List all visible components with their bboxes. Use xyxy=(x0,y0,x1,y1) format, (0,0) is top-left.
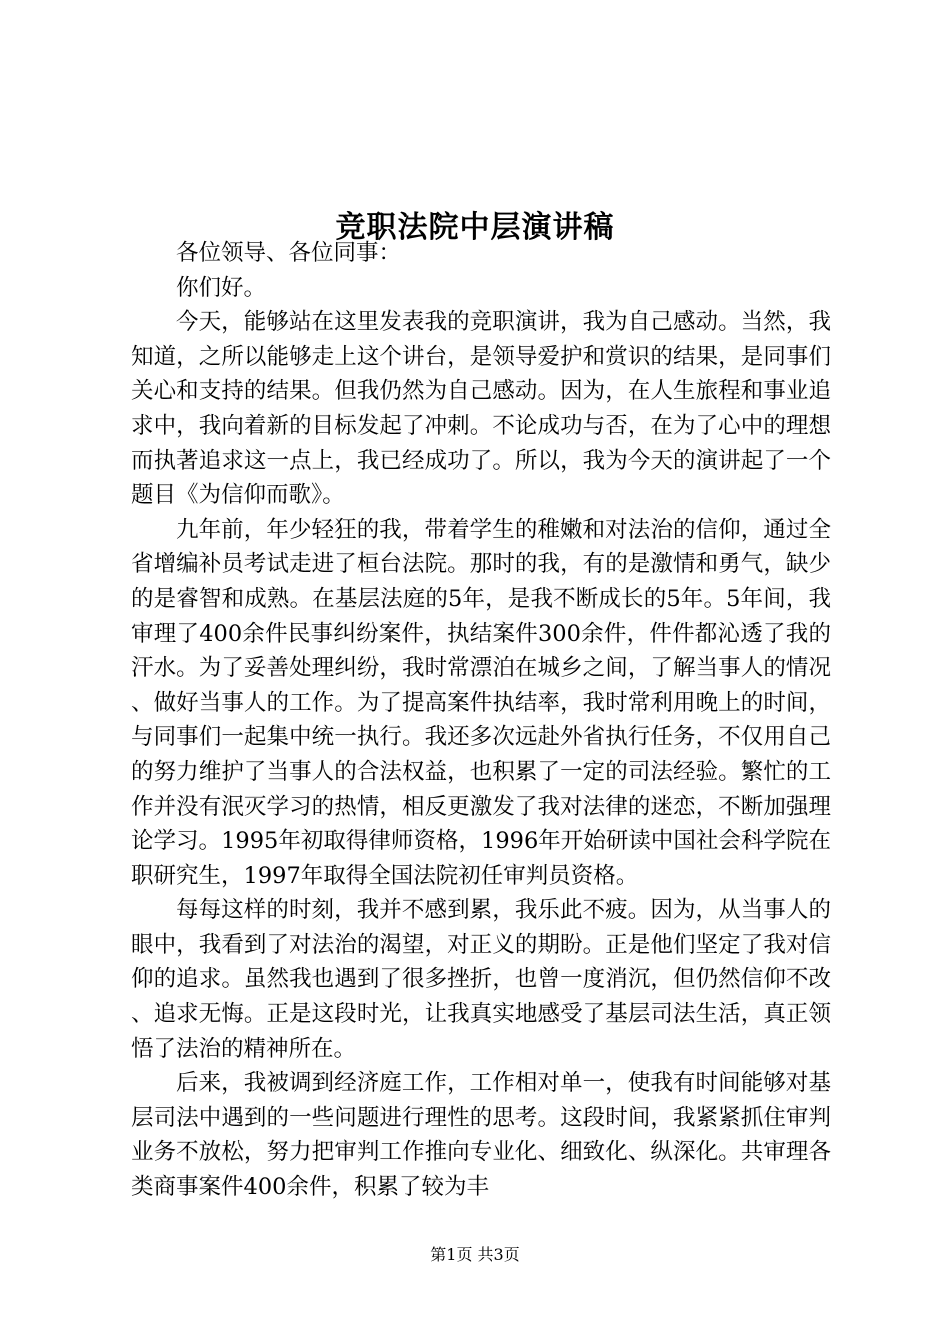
body-paragraph: 九年前，年少轻狂的我，带着学生的稚嫩和对法治的信仰，通过全省增编补员考试走进了桓台法院。那时的我，有的是激情和勇气，缺少的是睿智和成熟。在基层法庭的5年，是我不断成长的5年。5年间，我审理了400余件民事纠纷案件，执结案件300余件，件件都沁透了我的汗水。为了妥善处理纠纷，我时常漂泊在城乡之间，了解当事人的情况、做好当事人的工作。为了提高案件执结率，我时常利用晚上的时间，与同事们一起集中统一执行。我还多次远赴外省执行任务，不仅用自己的努力维护了当事人的合法权益，也积累了一定的司法经验。繁忙的工作并没有泯灭学习的热情，相反更激发了我对法律的迷恋，不断加强理论学习。1995年初取得律师资格，1996年开始研读中国社会科学院在职研究生，1997年取得全国法院初任审判员资格。 xyxy=(131,516,831,889)
body-paragraph: 后来，我被调到经济庭工作，工作相对单一，使我有时间能够对基层司法中遇到的一些问题进行理性的思考。这段时间，我紧紧抓住审判业务不放松，努力把审判工作推向专业化、细致化、纵深化。共审理各类商事案件400余件，积累了较为丰 xyxy=(131,1070,831,1201)
body-paragraph: 今天，能够站在这里发表我的竞职演讲，我为自己感动。当然，我知道，之所以能够走上这个讲台，是领导爱护和赏识的结果，是同事们关心和支持的结果。但我仍然为自己感动。因为，在人生旅程和事业追求中，我向着新的目标发起了冲刺。不论成功与否，在为了心中的理想而执著追求这一点上，我已经成功了。所以，我为今天的演讲起了一个题目《为信仰而歌》。 xyxy=(131,309,831,509)
page-number-footer: 第1页 共3页 xyxy=(430,1245,520,1264)
body-paragraph: 每每这样的时刻，我并不感到累，我乐此不疲。因为，从当事人的眼中，我看到了对法治的渴望，对正义的期盼。正是他们坚定了我对信仰的追求。虽然我也遇到了很多挫折，也曾一度消沉，但仍然信仰不改、追求无悔。正是这段时光，让我真实地感受了基层司法生活，真正领悟了法治的精神所在。 xyxy=(131,897,831,1062)
document-body xyxy=(131,236,831,1205)
salutation-paragraph: 各位领导、各位同事： xyxy=(176,240,402,266)
document-title: 竞职法院中层演讲稿 xyxy=(335,210,615,246)
greeting-paragraph: 你们好。 xyxy=(176,274,267,301)
